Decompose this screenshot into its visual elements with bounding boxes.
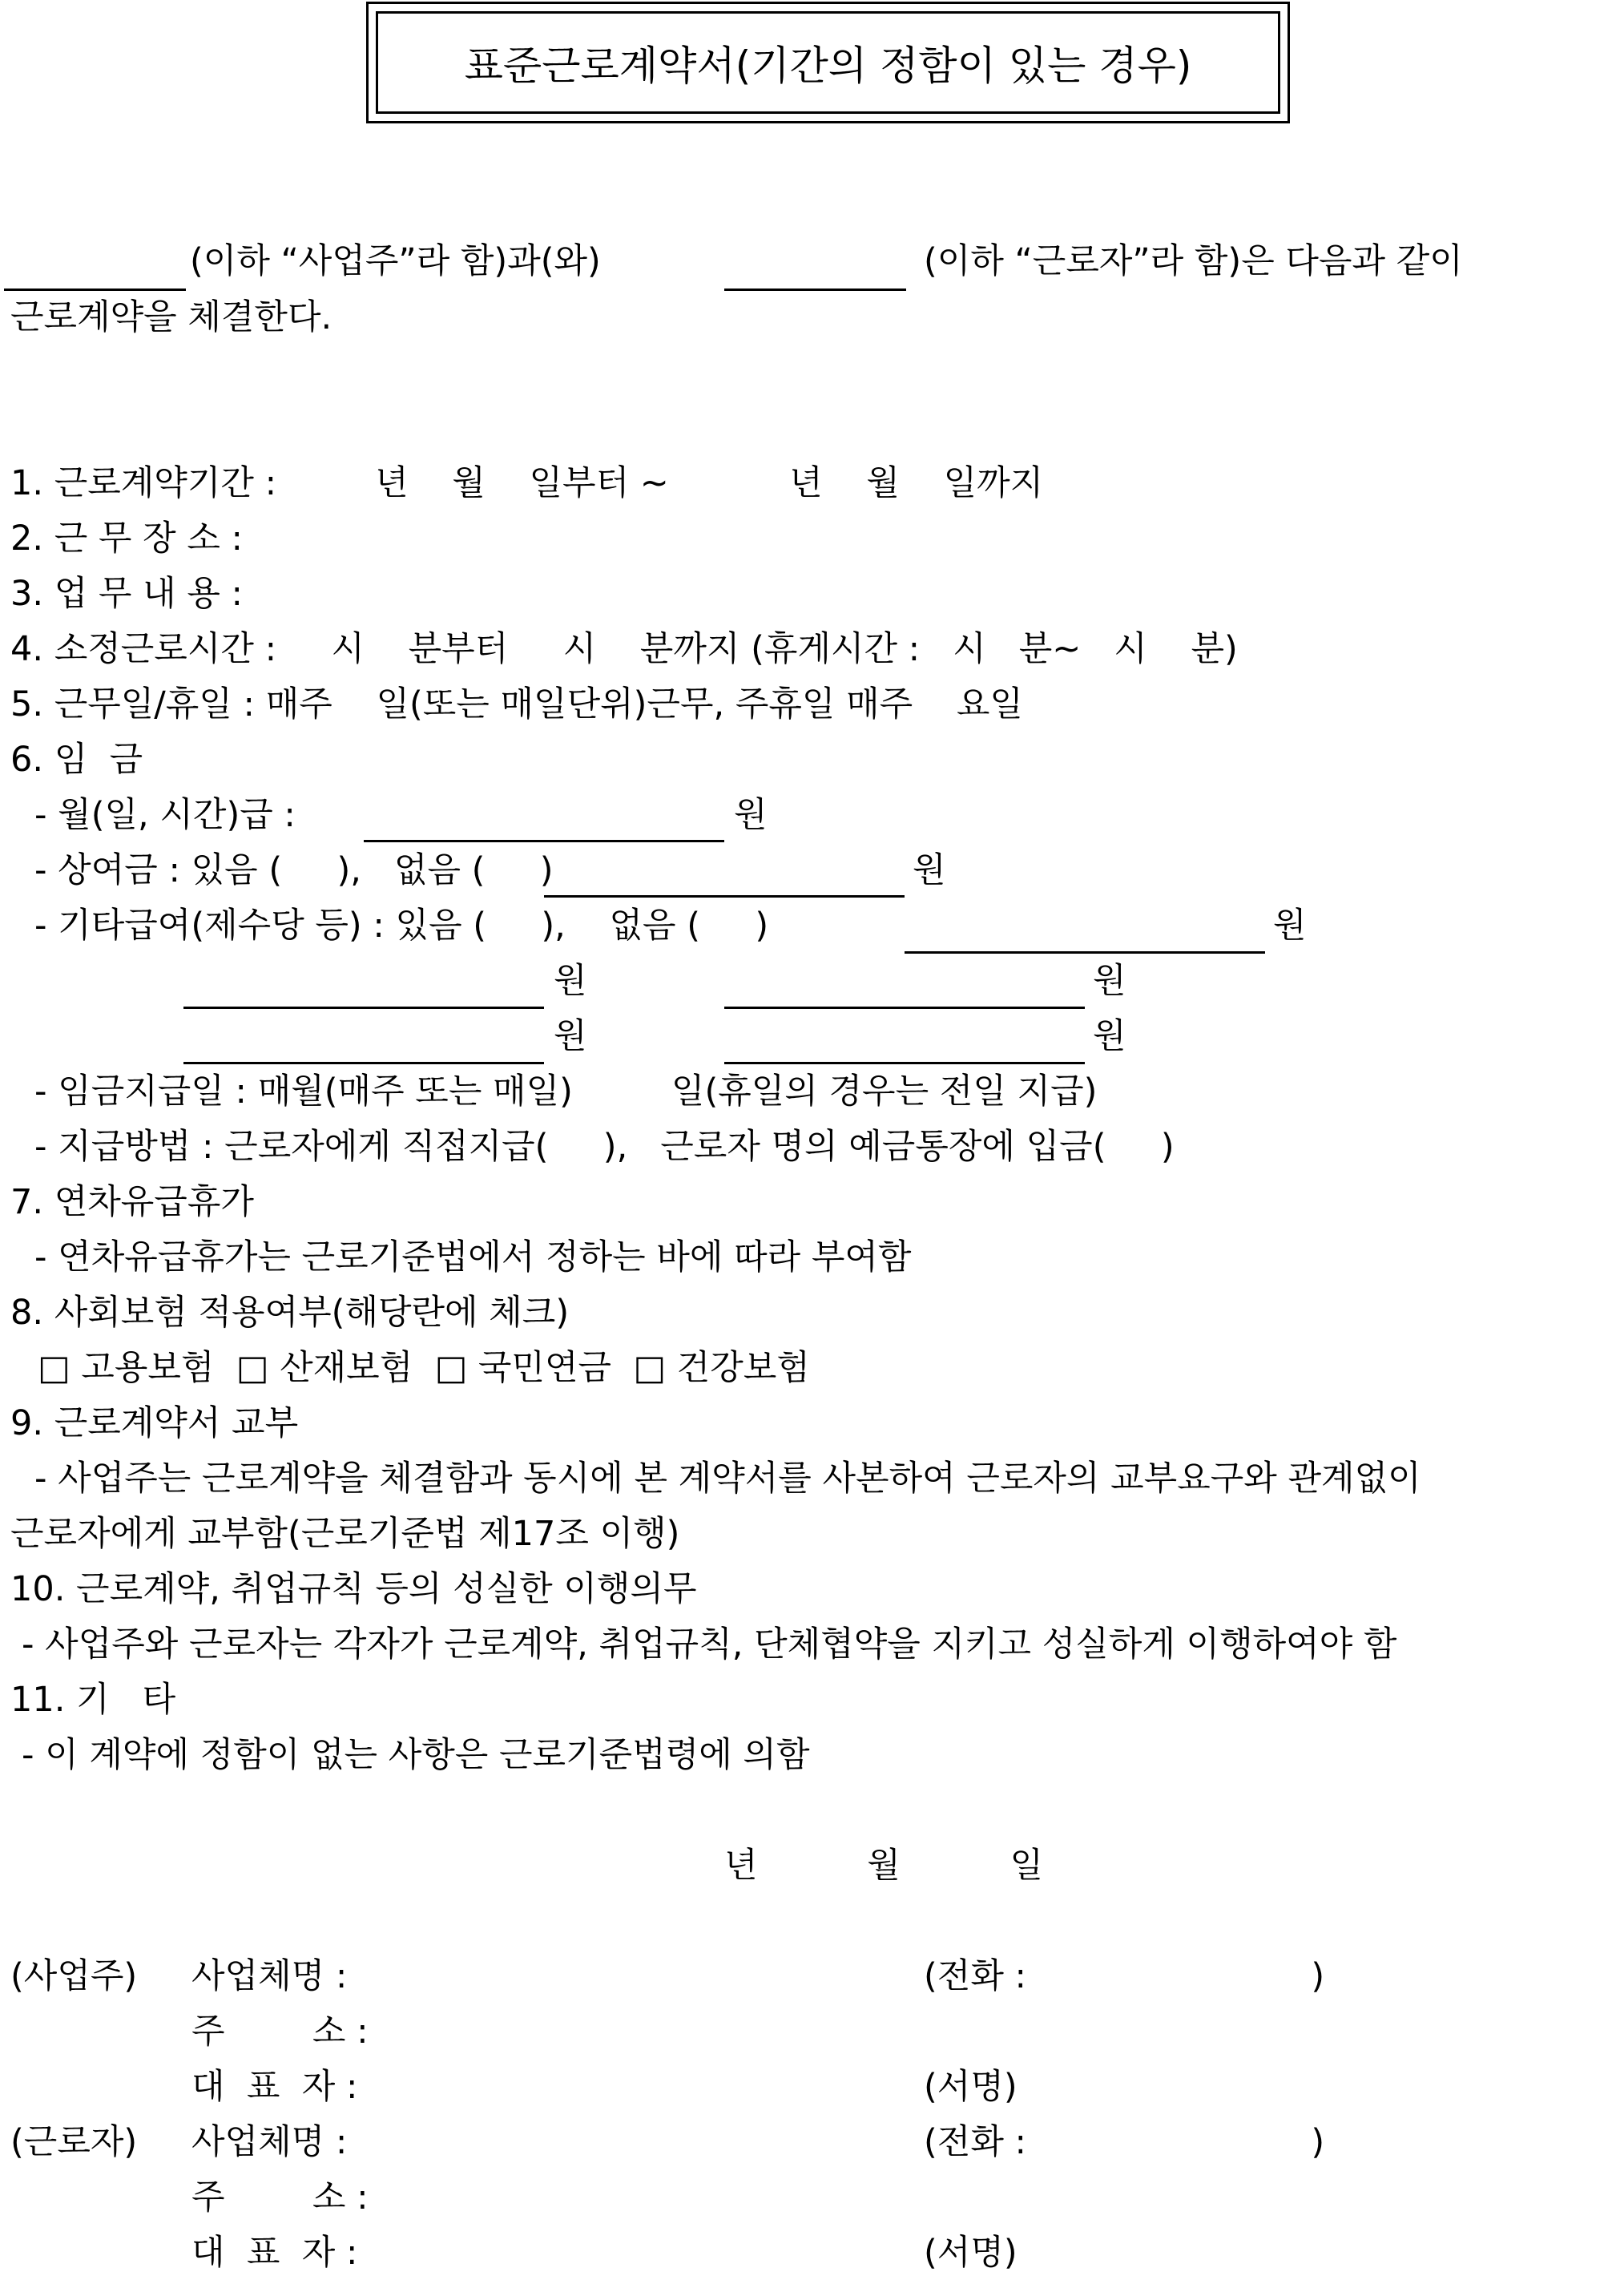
miscellaneous-detail: - 이 계약에 정함이 없는 사항은 근로기준법령에 의함 [22,1735,810,1775]
wage-other-blank [183,1007,544,1009]
item-duty-of-good-faith: 10. 근로계약, 취업규칙 등의 성실한 이행의무 [10,1569,697,1609]
contract-delivery-detail-1: - 사업주는 근로계약을 체결함과 동시에 본 계약서를 사본하여 근로자의 교부요구와 관계없이 [34,1459,1421,1499]
item-annual-leave: 7. 연차유급휴가 [10,1182,254,1222]
item-contract-period: 1. 근로계약기간 : 년 월 일부터 ~ 년 월 일까지 [10,463,1044,503]
wage-other-label: - 기타급여(제수당 등) : 있음 ( ), 없음 ( ) [34,906,769,946]
won-label: 원 [554,961,587,1001]
wage-other-blank [724,1062,1085,1064]
intro-line-2: 근로계약을 체결한다. [10,297,332,337]
wage-monthly-label: - 월(일, 시간)급 : [34,795,296,835]
wage-other-blank [724,1007,1085,1009]
item-working-hours: 4. 소정근로시간 : 시 분부터 시 분까지 (휴게시간 : 시 분~ 시 분) [10,629,1238,669]
employer-role-label: (사업주) [10,1956,138,1996]
won-label: 원 [734,795,768,835]
won-label: 원 [554,1016,587,1056]
won-label: 원 [1093,961,1126,1001]
worker-phone-label: (전화 : ) [924,2122,1325,2162]
wage-other-blank [905,951,1265,954]
worker-address-label: 주 소 : [191,2177,369,2217]
wage-monthly-blank [364,840,724,842]
wage-bonus-label: - 상여금 : 있음 ( ), 없음 ( ) [34,850,554,890]
title-inner-frame [376,11,1280,114]
intro-employer-clause: (이하 “사업주”라 함)과(와) [190,241,601,281]
won-label: 원 [1093,1016,1126,1056]
worker-representative-label: 대 표 자 : [191,2233,358,2273]
item-wages: 6. 임 금 [10,740,143,780]
intro-worker-clause: (이하 “근로자”라 함)은 다음과 같이 [924,241,1463,281]
worker-name-blank [724,289,906,291]
won-label: 원 [1273,906,1307,946]
wage-other-blank [183,1062,544,1064]
employer-name-blank [4,289,186,291]
worker-signature-label: (서명) [924,2233,1018,2273]
item-contract-delivery: 9. 근로계약서 교부 [10,1403,299,1443]
wage-payday: - 임금지급일 : 매월(매주 또는 매일) 일(휴일의 경우는 전일 지급) [34,1071,1098,1112]
title-box [366,2,1290,123]
social-insurance-options: □ 고용보험 □ 산재보험 □ 국민연금 □ 건강보험 [38,1348,810,1388]
duty-of-good-faith-detail: - 사업주와 근로자는 각자가 근로계약, 취업규칙, 단체협약을 지키고 성실하게 이행하여야 함 [22,1624,1397,1665]
contract-delivery-detail-2: 근로자에게 교부함(근로기준법 제17조 이행) [10,1514,680,1554]
annual-leave-detail: - 연차유급휴가는 근로기준법에서 정하는 바에 따라 부여함 [34,1237,912,1277]
item-workdays-holidays: 5. 근무일/휴일 : 매주 일(또는 매일단위)근무, 주휴일 매주 요일 [10,684,1023,724]
wage-bonus-blank [544,895,905,898]
employer-signature-label: (서명) [924,2067,1018,2107]
document-title: 표준근로계약서(기간의 정함이 있는 경우) [464,42,1192,89]
item-miscellaneous: 11. 기 타 [10,1680,176,1720]
employer-phone-label: (전화 : ) [924,1956,1325,1996]
employer-company-label: 사업체명 : [191,1956,348,1996]
wage-payment-method: - 지급방법 : 근로자에게 직접지급( ), 근로자 명의 예금통장에 입금( ) [34,1127,1175,1167]
won-label: 원 [913,850,946,890]
item-social-insurance: 8. 사회보험 적용여부(해당란에 체크) [10,1293,570,1333]
worker-role-label: (근로자) [10,2122,138,2162]
item-workplace: 2. 근 무 장 소 : [10,519,244,559]
employer-address-label: 주 소 : [191,2012,369,2052]
item-job-description: 3. 업 무 내 용 : [10,574,244,614]
employer-representative-label: 대 표 자 : [191,2067,358,2107]
worker-company-label: 사업체명 : [191,2122,348,2162]
contract-date-line: 년 월 일 [724,1846,1043,1886]
